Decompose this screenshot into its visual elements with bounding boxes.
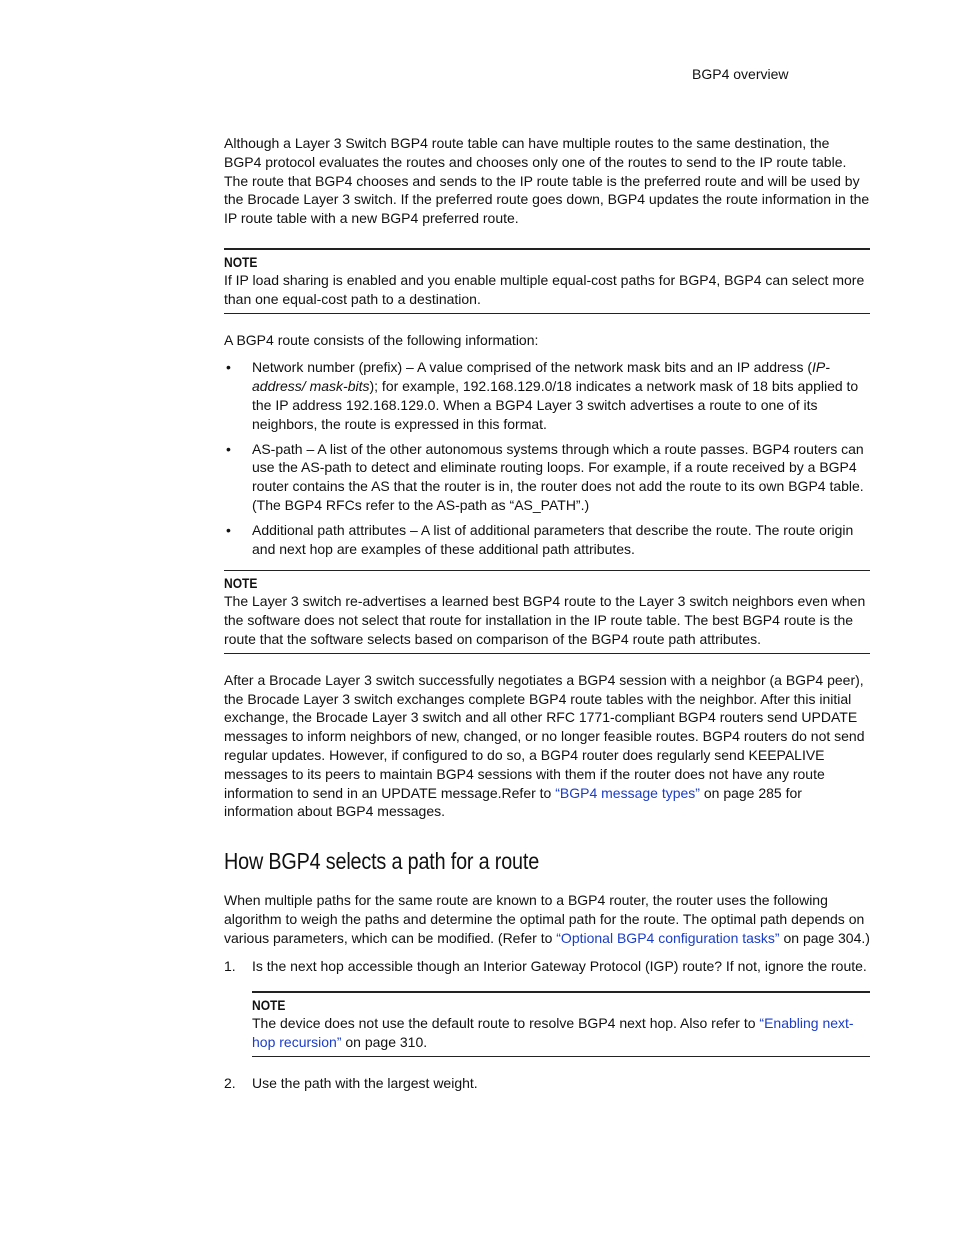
session-text: After a Brocade Layer 3 switch successfully negotiates a BGP4 session with a neighbor (a BGP4 peer), the Brocade Layer 3 switch exchanges complete BGP4 route tables with the neighbor. After this initial exchange, the Brocade Layer 3 switch and all other RFC 1771-compliant BGP4 routers send UPDATE messages to inform neighbors of new, changed, or no longer feasible routes. BGP4 routers do not send regular updates. However, if configured to do so, a BGP4 router does regularly send KEEPALIVE messages to its peers to maintain BGP4 sessions with them if the router does not have any route information to send in an UPDATE message.Refer to bbox=[224, 671, 865, 801]
session-paragraph bbox=[224, 671, 870, 821]
note-text: The Layer 3 switch re-advertises a learned best BGP4 route to the Layer 3 switch neighbors even when the software does not select that route for installation in the IP route table. The best BGP4 route is the route that the software selects based on comparison of the BGP4 route path attributes. bbox=[224, 593, 866, 647]
step-item bbox=[224, 957, 870, 976]
section-heading: How BGP4 selects a path for a route bbox=[224, 848, 540, 875]
note-text-body: The device does not use the default route to resolve BGP4 next hop. Also refer to bbox=[252, 1015, 760, 1032]
section-intro bbox=[224, 891, 870, 947]
step-item bbox=[224, 1074, 870, 1093]
bgp4-message-types-link[interactable]: “BGP4 message types” bbox=[555, 784, 700, 801]
page-content bbox=[224, 134, 870, 1102]
section-intro-text: When multiple paths for the same route are known to a BGP4 router, the router uses the following algorithm to weigh the paths and determine the optimal path for the route. The optimal path depends on various parameters, which can be modified. (Refer to bbox=[224, 892, 865, 946]
step-text: Is the next hop accessible though an Interior Gateway Protocol (IGP) route? If not, ignore the route. bbox=[252, 957, 867, 974]
note-box bbox=[224, 248, 870, 314]
next-hop-recursion-link[interactable]: “Enabling next-hop recursion” bbox=[252, 1015, 854, 1051]
session-tail: on page 285 for information about BGP4 messages. bbox=[224, 784, 802, 820]
note-label: NOTE bbox=[224, 575, 258, 592]
note-label: NOTE bbox=[252, 997, 286, 1014]
bullet-text: Network number (prefix) – A value comprised of the network mask bits and an IP address ( bbox=[252, 359, 812, 376]
bullet-text: ); for example, 192.168.129.0/18 indicates a network mask of 18 bits applied to the IP address 192.168.129.0. When a BGP4 Layer 3 switch advertises a route to one of its neighbors, the route is expressed in this format. bbox=[252, 378, 859, 432]
bullet-italic-text: IP-address/ mask-bits bbox=[252, 359, 830, 395]
note-box bbox=[252, 991, 870, 1057]
bullet-text: AS-path – A list of the other autonomous systems through which a route passes. BGP4 routers can use the AS-path to detect and eliminate routing loops. For example, if a route received by a BGP4 router contains the AS that the router is in, the router does not add the route to its own BGP4 table. (The BGP4 RFCs refer to the AS-path as “AS_PATH”.) bbox=[252, 440, 864, 513]
list-item bbox=[224, 440, 870, 515]
running-header: BGP4 overview bbox=[692, 66, 789, 82]
bullet-text: Additional path attributes – A list of additional parameters that describe the route. The route origin and next hop are examples of these additional path attributes. bbox=[252, 521, 854, 557]
step-number: 1. bbox=[224, 957, 236, 974]
route-info-intro: A BGP4 route consists of the following information: bbox=[224, 331, 539, 348]
optional-bgp4-config-link[interactable]: “Optional BGP4 configuration tasks” bbox=[556, 929, 780, 946]
step-number: 2. bbox=[224, 1074, 236, 1091]
note-text bbox=[252, 1014, 870, 1052]
list-item bbox=[224, 358, 870, 433]
note-label: NOTE bbox=[224, 253, 258, 270]
list-item bbox=[224, 521, 870, 559]
intro-paragraph: Although a Layer 3 Switch BGP4 route table can have multiple routes to the same destination, the BGP4 protocol evaluates the routes and chooses only one of the routes to send to the IP route table. The route that BGP4 chooses and sends to the IP route table is the preferred route and will be used by the Brocade Layer 3 switch. If the preferred route goes down, BGP4 updates the route information in the IP route table with a new BGP4 preferred route. bbox=[224, 135, 870, 227]
note-text: If IP load sharing is enabled and you enable multiple equal-cost paths for BGP4, BGP4 can select more than one equal-cost path to a destination. bbox=[224, 271, 865, 307]
note-box bbox=[224, 570, 870, 653]
route-info-list bbox=[224, 358, 870, 558]
note-text-tail: on page 310. bbox=[341, 1034, 428, 1051]
step-text: Use the path with the largest weight. bbox=[252, 1074, 478, 1091]
section-intro-tail: on page 304.) bbox=[779, 929, 870, 946]
